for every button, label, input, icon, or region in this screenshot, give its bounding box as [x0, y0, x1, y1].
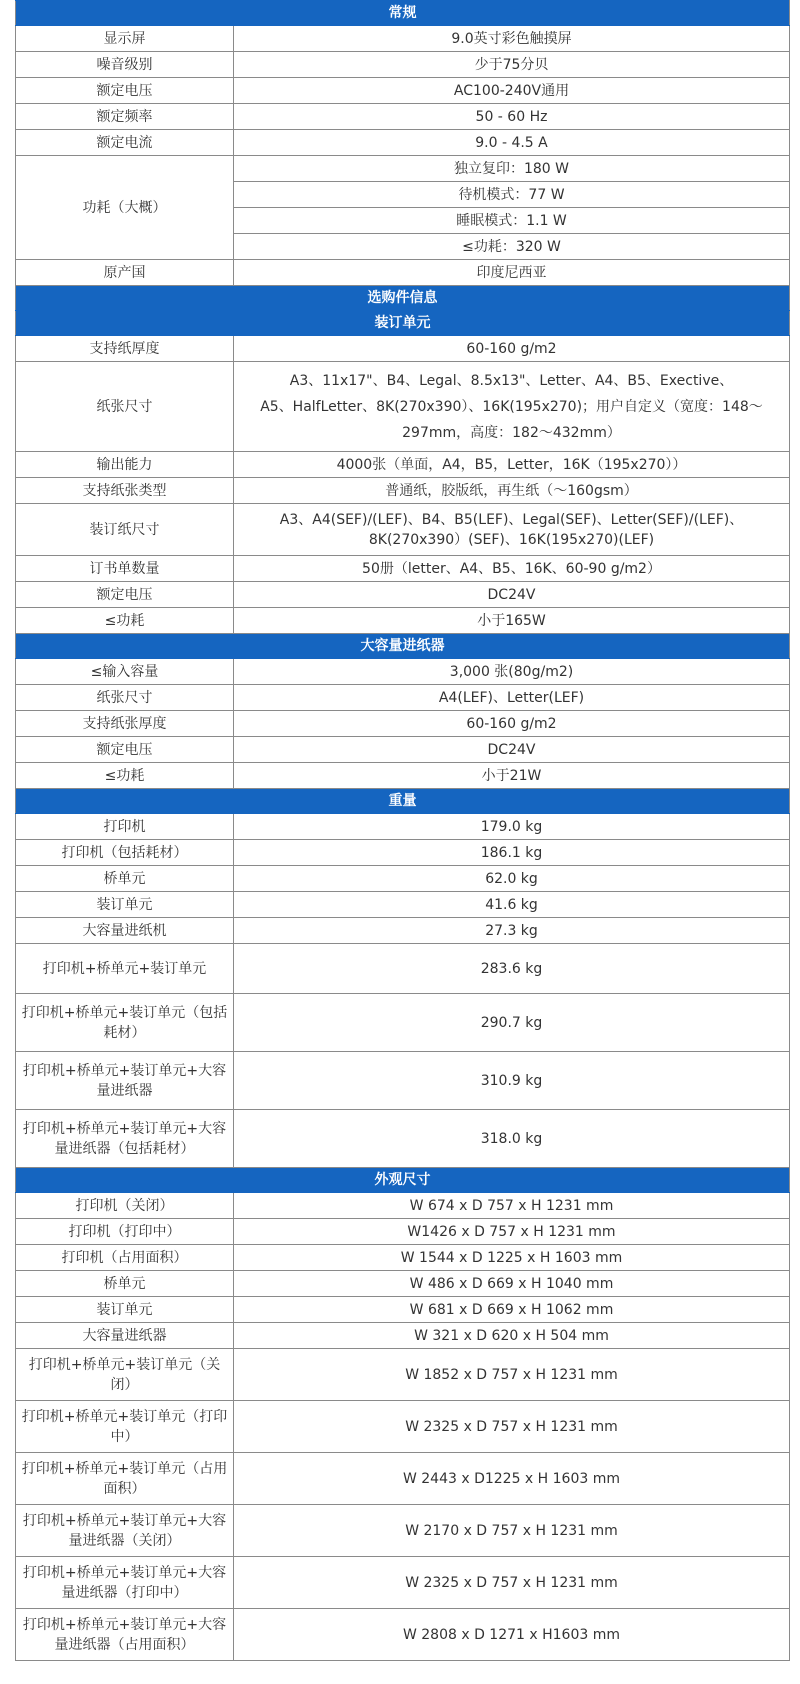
spec-value: 62.0 kg	[234, 866, 790, 892]
table-row	[16, 156, 790, 182]
spec-label: 显示屏	[16, 26, 234, 52]
spec-label: 额定电压	[16, 78, 234, 104]
table-row	[16, 52, 790, 78]
spec-value: 50 - 60 Hz	[234, 104, 790, 130]
table-row	[16, 711, 790, 737]
table-row	[16, 814, 790, 840]
table-row	[16, 582, 790, 608]
spec-value-line: A3、11x17"、B4、Legal、8.5x13"、Letter、A4、B5、Exective、	[289, 372, 734, 389]
spec-table	[15, 0, 790, 1661]
spec-value: 290.7 kg	[234, 994, 790, 1052]
table-row	[16, 1052, 790, 1110]
spec-label: 打印机+桥单元+装订单元+大容量进纸器（占用面积）	[16, 1609, 234, 1661]
spec-label: 打印机+桥单元+装订单元+大容量进纸器	[16, 1052, 234, 1110]
spec-label: 打印机+桥单元+装订单元	[16, 944, 234, 994]
spec-label: 装订单元	[16, 892, 234, 918]
spec-value: ≤功耗：320 W	[234, 234, 790, 260]
spec-value: W 1852 x D 757 x H 1231 mm	[234, 1349, 790, 1401]
spec-label: 打印机+桥单元+装订单元+大容量进纸器（关闭）	[16, 1505, 234, 1557]
table-row	[16, 866, 790, 892]
spec-label: 装订单元	[16, 1297, 234, 1323]
section-header-dimensions	[16, 1168, 790, 1193]
spec-value: 283.6 kg	[234, 944, 790, 994]
table-row	[16, 1271, 790, 1297]
spec-label: 功耗（大概）	[16, 156, 234, 260]
spec-value	[234, 504, 790, 556]
spec-value: A4(LEF)、Letter(LEF)	[234, 685, 790, 711]
spec-label: 订书单数量	[16, 556, 234, 582]
spec-value: 小于21W	[234, 763, 790, 789]
table-row	[16, 1323, 790, 1349]
spec-value: W 486 x D 669 x H 1040 mm	[234, 1271, 790, 1297]
spec-label: 支持纸张类型	[16, 478, 234, 504]
section-header-general	[16, 1, 790, 26]
spec-label: 大容量进纸器	[16, 1323, 234, 1349]
spec-label: 打印机（打印中）	[16, 1219, 234, 1245]
table-row	[16, 1557, 790, 1609]
spec-value: 3,000 张(80g/m2)	[234, 659, 790, 685]
spec-value: 41.6 kg	[234, 892, 790, 918]
spec-label: 输出能力	[16, 452, 234, 478]
spec-value: W 321 x D 620 x H 504 mm	[234, 1323, 790, 1349]
table-row	[16, 1297, 790, 1323]
section-title: 选购件信息	[16, 286, 790, 311]
section-title: 大容量进纸器	[16, 634, 790, 659]
spec-label: 打印机+桥单元+装订单元（关闭）	[16, 1349, 234, 1401]
spec-label: 打印机（占用面积）	[16, 1245, 234, 1271]
spec-value: 27.3 kg	[234, 918, 790, 944]
table-row	[16, 452, 790, 478]
table-row	[16, 892, 790, 918]
table-row	[16, 659, 790, 685]
table-row	[16, 478, 790, 504]
table-row	[16, 1219, 790, 1245]
table-row	[16, 130, 790, 156]
table-row	[16, 504, 790, 556]
spec-label: 打印机+桥单元+装订单元+大容量进纸器（打印中）	[16, 1557, 234, 1609]
spec-value: W 1544 x D 1225 x H 1603 mm	[234, 1245, 790, 1271]
spec-value: 179.0 kg	[234, 814, 790, 840]
spec-value: 186.1 kg	[234, 840, 790, 866]
spec-label: 支持纸厚度	[16, 336, 234, 362]
spec-label: 桥单元	[16, 1271, 234, 1297]
spec-value: W1426 x D 757 x H 1231 mm	[234, 1219, 790, 1245]
table-row	[16, 1505, 790, 1557]
table-row	[16, 26, 790, 52]
table-row	[16, 78, 790, 104]
spec-value	[234, 362, 790, 452]
spec-label: 额定电流	[16, 130, 234, 156]
section-header-lcf	[16, 634, 790, 659]
spec-value-line: A3、A4(SEF)/(LEF)、B4、B5(LEF)、Legal(SEF)、Letter(SEF)/(LEF)、	[279, 511, 744, 528]
spec-value: W 2808 x D 1271 x H1603 mm	[234, 1609, 790, 1661]
spec-label: 额定电压	[16, 582, 234, 608]
table-row	[16, 840, 790, 866]
spec-label: 桥单元	[16, 866, 234, 892]
spec-value: 普通纸，胶版纸，再生纸（～160gsm）	[234, 478, 790, 504]
table-row	[16, 1245, 790, 1271]
table-row	[16, 336, 790, 362]
spec-value: 9.0英寸彩色触摸屏	[234, 26, 790, 52]
table-row	[16, 104, 790, 130]
spec-label: 大容量进纸机	[16, 918, 234, 944]
table-row	[16, 1349, 790, 1401]
spec-value-line: 8K(270x390）(SEF)、16K(195x270)(LEF)	[368, 531, 655, 548]
spec-value: 印度尼西亚	[234, 260, 790, 286]
spec-value: 50册（letter、A4、B5、16K、60-90 g/m2）	[234, 556, 790, 582]
spec-value: 独立复印：180 W	[234, 156, 790, 182]
spec-value: 小于165W	[234, 608, 790, 634]
spec-value: 60-160 g/m2	[234, 336, 790, 362]
spec-label: 纸张尺寸	[16, 685, 234, 711]
section-header-weight	[16, 789, 790, 814]
spec-value: W 2170 x D 757 x H 1231 mm	[234, 1505, 790, 1557]
spec-value: DC24V	[234, 737, 790, 763]
spec-value: 待机模式：77 W	[234, 182, 790, 208]
spec-value: 318.0 kg	[234, 1110, 790, 1168]
spec-label: 装订纸尺寸	[16, 504, 234, 556]
spec-value: W 2325 x D 757 x H 1231 mm	[234, 1401, 790, 1453]
table-row	[16, 260, 790, 286]
spec-value: 310.9 kg	[234, 1052, 790, 1110]
spec-label: ≤功耗	[16, 763, 234, 789]
table-row	[16, 556, 790, 582]
spec-value-line: A5、HalfLetter、8K(270x390）、16K(195x270)；用户自定义（宽度：148～297mm，高度：182～432mm）	[260, 398, 763, 441]
section-title: 装订单元	[16, 311, 790, 336]
table-row	[16, 737, 790, 763]
spec-label: 打印机+桥单元+装订单元（包括耗材）	[16, 994, 234, 1052]
spec-label: 纸张尺寸	[16, 362, 234, 452]
table-row	[16, 1453, 790, 1505]
table-row	[16, 608, 790, 634]
spec-label: 打印机	[16, 814, 234, 840]
spec-label: 原产国	[16, 260, 234, 286]
table-row	[16, 362, 790, 452]
spec-label: 打印机+桥单元+装订单元（打印中）	[16, 1401, 234, 1453]
spec-label: 额定频率	[16, 104, 234, 130]
section-title: 重量	[16, 789, 790, 814]
section-title: 常规	[16, 1, 790, 26]
spec-label: 打印机+桥单元+装订单元（占用面积）	[16, 1453, 234, 1505]
spec-value: W 2325 x D 757 x H 1231 mm	[234, 1557, 790, 1609]
table-row	[16, 763, 790, 789]
spec-value: 少于75分贝	[234, 52, 790, 78]
section-header-options	[16, 286, 790, 311]
spec-value: W 681 x D 669 x H 1062 mm	[234, 1297, 790, 1323]
spec-value: 4000张（单面，A4，B5，Letter，16K（195x270））	[234, 452, 790, 478]
table-row	[16, 685, 790, 711]
spec-value: 60-160 g/m2	[234, 711, 790, 737]
spec-label: 噪音级别	[16, 52, 234, 78]
table-row	[16, 994, 790, 1052]
spec-value: AC100-240V通用	[234, 78, 790, 104]
table-row	[16, 1609, 790, 1661]
spec-label: 打印机（关闭）	[16, 1193, 234, 1219]
spec-value: DC24V	[234, 582, 790, 608]
spec-value: 9.0 - 4.5 A	[234, 130, 790, 156]
spec-value: W 2443 x D1225 x H 1603 mm	[234, 1453, 790, 1505]
spec-label: 打印机+桥单元+装订单元+大容量进纸器（包括耗材）	[16, 1110, 234, 1168]
spec-label: ≤输入容量	[16, 659, 234, 685]
table-row	[16, 918, 790, 944]
spec-value: 睡眠模式：1.1 W	[234, 208, 790, 234]
table-row	[16, 1110, 790, 1168]
table-row	[16, 1401, 790, 1453]
section-header-binding	[16, 311, 790, 336]
spec-label: 额定电压	[16, 737, 234, 763]
spec-value: W 674 x D 757 x H 1231 mm	[234, 1193, 790, 1219]
spec-label: 支持纸张厚度	[16, 711, 234, 737]
table-row	[16, 1193, 790, 1219]
spec-label: ≤功耗	[16, 608, 234, 634]
section-title: 外观尺寸	[16, 1168, 790, 1193]
spec-label: 打印机（包括耗材）	[16, 840, 234, 866]
table-row	[16, 944, 790, 994]
